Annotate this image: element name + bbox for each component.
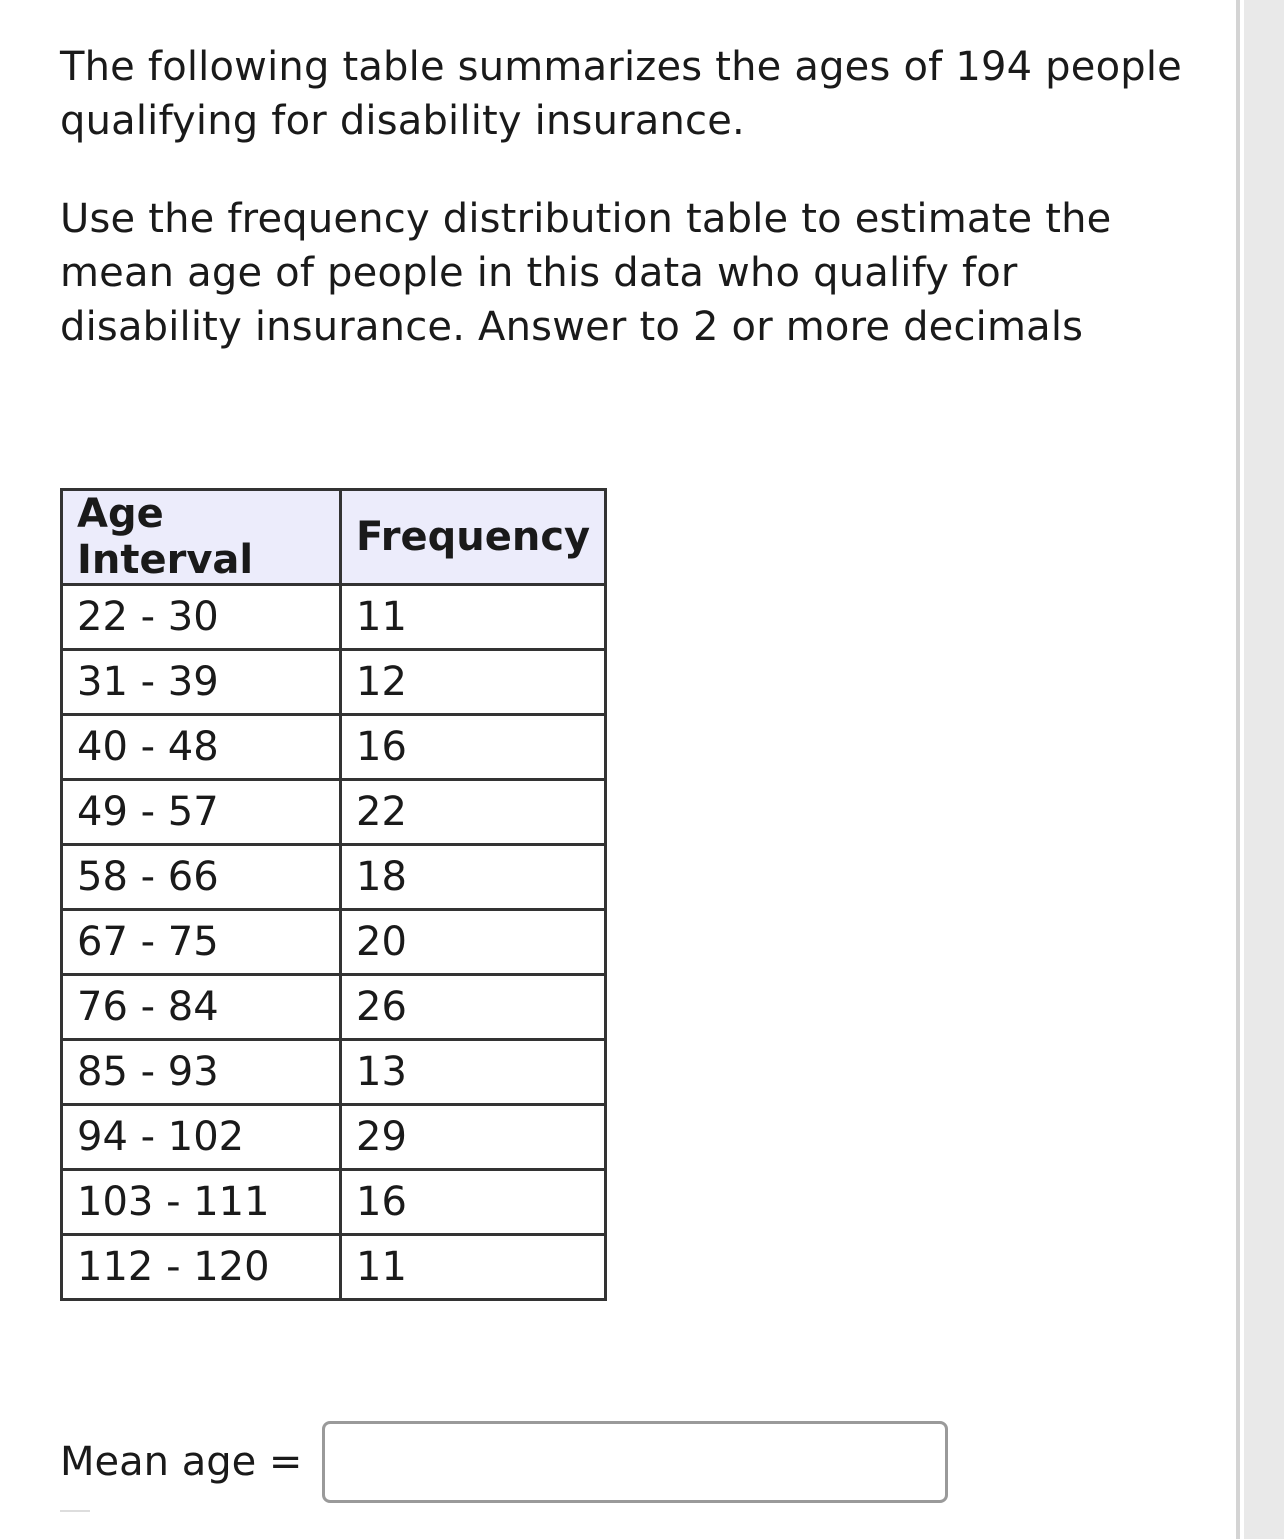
table-row bbox=[62, 585, 606, 650]
frequency-cell: 12 bbox=[341, 650, 606, 715]
frequency-cell: 11 bbox=[341, 1235, 606, 1300]
question-paragraph-2: Use the frequency distribution table to estimate the mean age of people in this data who qualify for disability insurance. Answer to 2 or more decimals bbox=[60, 196, 1112, 350]
table-row bbox=[62, 845, 606, 910]
frequency-cell: 16 bbox=[341, 715, 606, 780]
table-row bbox=[62, 1235, 606, 1300]
age-interval-cell: 76 - 84 bbox=[62, 975, 341, 1040]
frequency-cell: 13 bbox=[341, 1040, 606, 1105]
frequency-cell: 18 bbox=[341, 845, 606, 910]
age-interval-cell: 40 - 48 bbox=[62, 715, 341, 780]
header-age-interval: Age Interval bbox=[62, 490, 341, 585]
table-header-row bbox=[62, 490, 606, 585]
table-row bbox=[62, 715, 606, 780]
age-interval-cell: 31 - 39 bbox=[62, 650, 341, 715]
frequency-table bbox=[60, 488, 607, 1301]
age-interval-cell: 112 - 120 bbox=[62, 1235, 341, 1300]
frequency-cell: 22 bbox=[341, 780, 606, 845]
table-row bbox=[62, 1040, 606, 1105]
divider bbox=[60, 1510, 90, 1512]
age-interval-cell: 94 - 102 bbox=[62, 1105, 341, 1170]
scrollbar-divider bbox=[1236, 0, 1240, 1539]
frequency-cell: 16 bbox=[341, 1170, 606, 1235]
age-interval-cell: 49 - 57 bbox=[62, 780, 341, 845]
table-row bbox=[62, 975, 606, 1040]
question-text bbox=[60, 40, 1210, 354]
table-row bbox=[62, 1105, 606, 1170]
age-interval-cell: 58 - 66 bbox=[62, 845, 341, 910]
age-interval-cell: 67 - 75 bbox=[62, 910, 341, 975]
mean-age-label: Mean age = bbox=[60, 1439, 303, 1485]
table-row bbox=[62, 780, 606, 845]
mean-age-input[interactable] bbox=[322, 1421, 948, 1503]
header-frequency: Frequency bbox=[341, 490, 606, 585]
age-interval-cell: 22 - 30 bbox=[62, 585, 341, 650]
table-row bbox=[62, 910, 606, 975]
question-paragraph-1: The following table summarizes the ages of 194 people qualifying for disability insurance. bbox=[60, 44, 1182, 144]
frequency-cell: 20 bbox=[341, 910, 606, 975]
scrollbar[interactable] bbox=[1244, 0, 1284, 1539]
table-row bbox=[62, 650, 606, 715]
answer-row bbox=[60, 1418, 948, 1506]
age-interval-cell: 103 - 111 bbox=[62, 1170, 341, 1235]
frequency-cell: 26 bbox=[341, 975, 606, 1040]
age-interval-cell: 85 - 93 bbox=[62, 1040, 341, 1105]
frequency-cell: 11 bbox=[341, 585, 606, 650]
frequency-cell: 29 bbox=[341, 1105, 606, 1170]
table-row bbox=[62, 1170, 606, 1235]
